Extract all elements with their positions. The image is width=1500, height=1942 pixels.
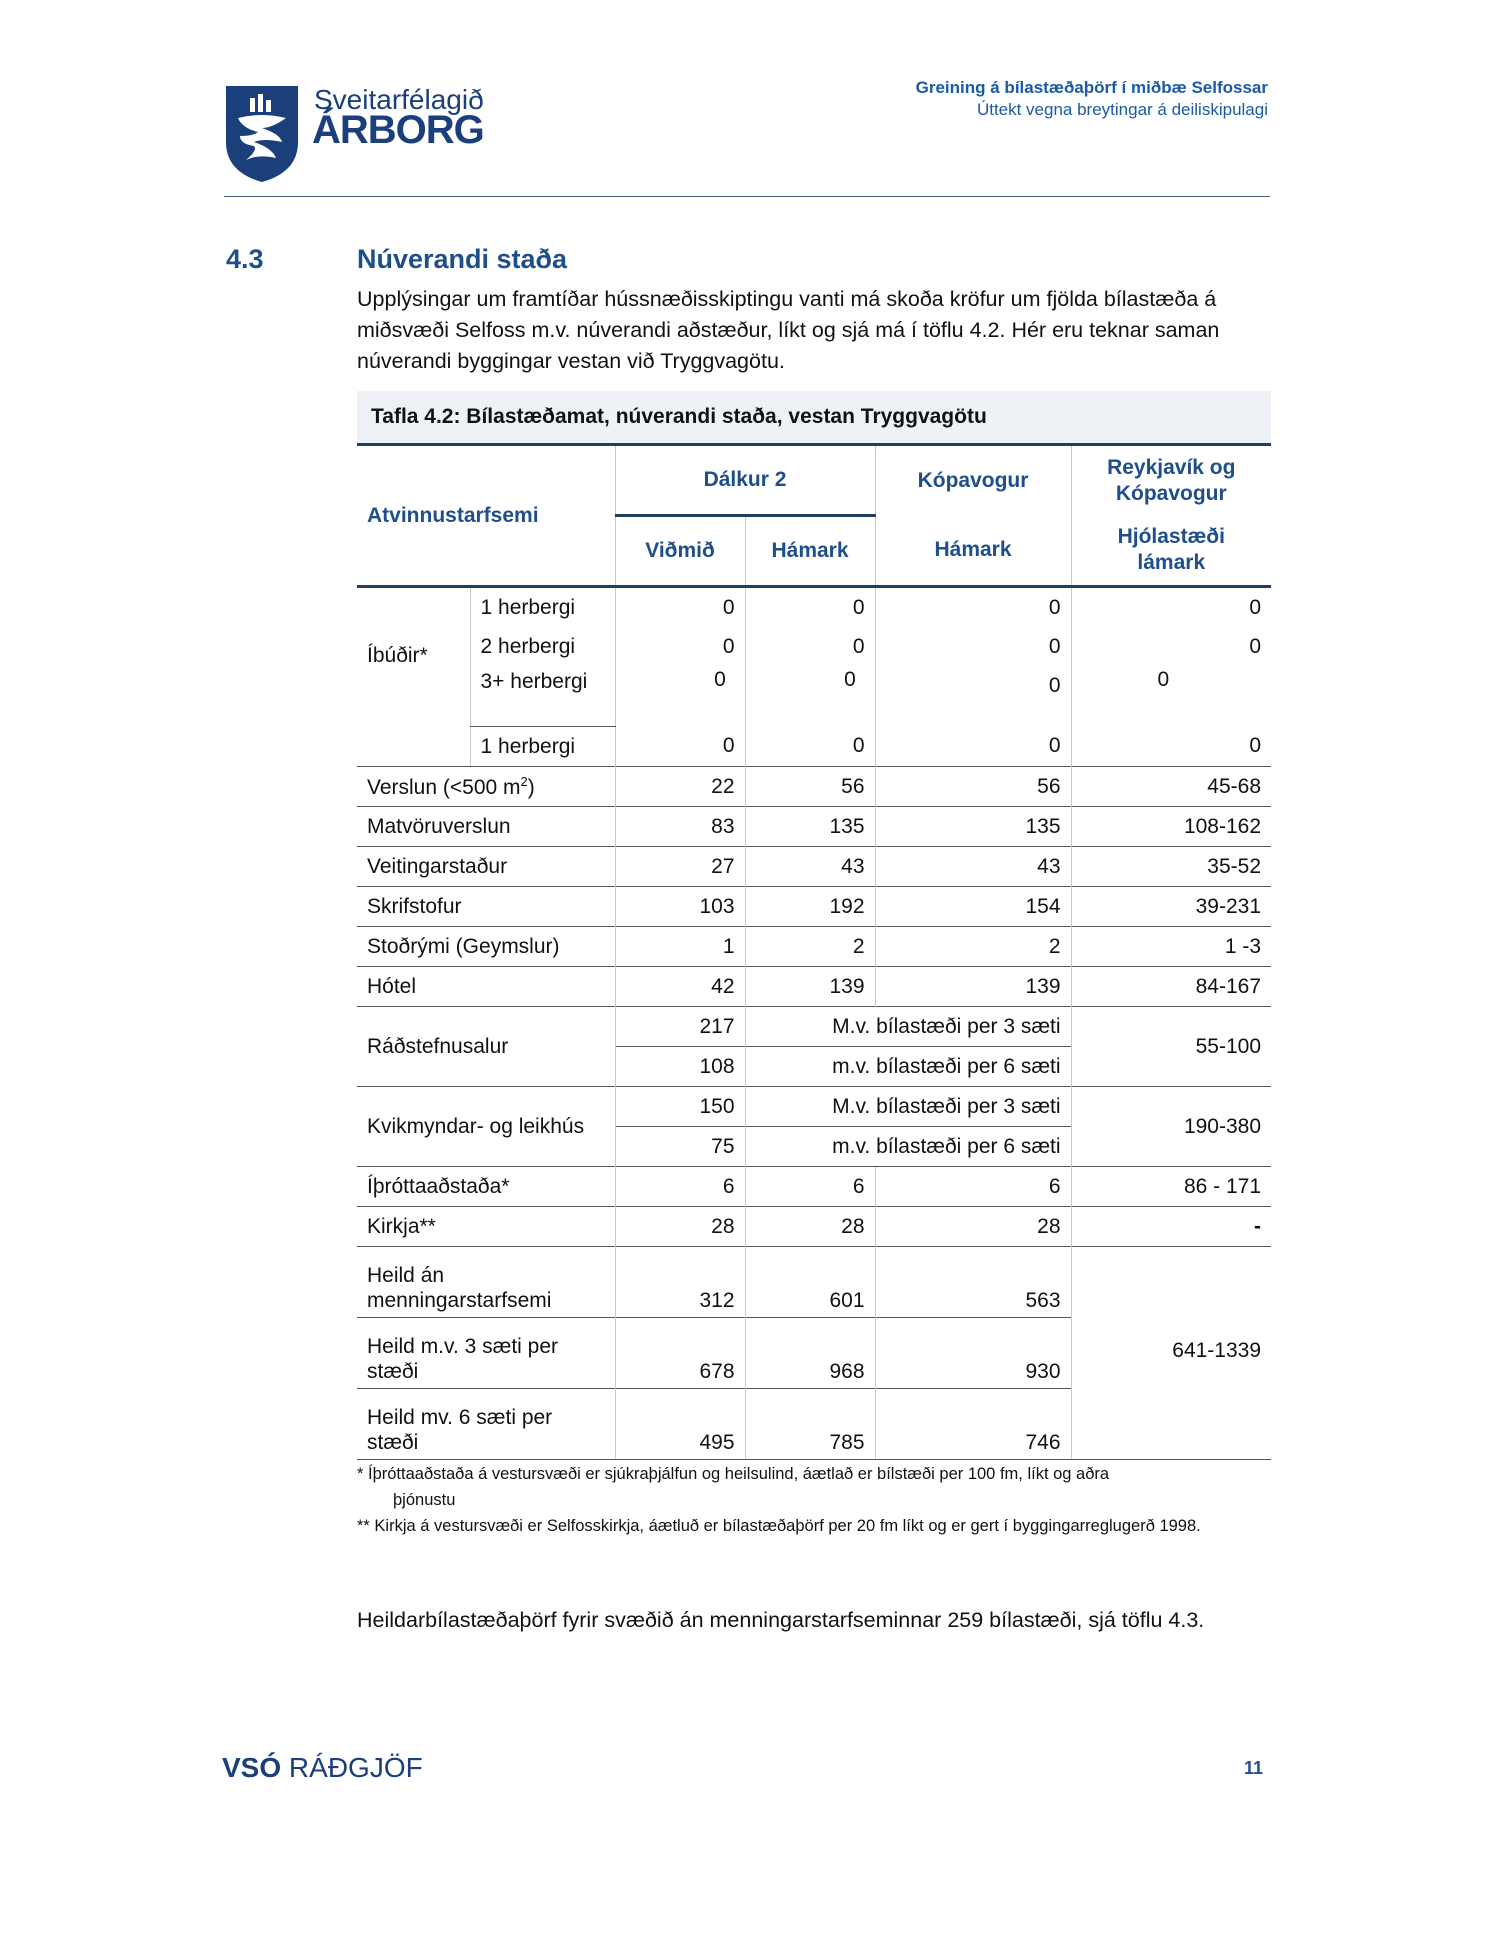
header-hamark-1: Hámark [745, 516, 875, 587]
cell: 0 [745, 666, 875, 727]
cell: 190-380 [1071, 1087, 1271, 1167]
document-title: Greining á bílastæðaþörf í miðbæ Selfossar [915, 78, 1268, 97]
cell: 0 [615, 627, 745, 666]
table-row [357, 666, 1271, 727]
cell: 0 [875, 587, 1071, 628]
cell: 0 [615, 727, 745, 767]
row-label-ibudir: Íbúðir* [357, 587, 470, 767]
cell: 0 [745, 727, 875, 767]
header-reykjavik: Reykjavík og Kópavogur [1071, 446, 1271, 516]
section-title: Núverandi staða [357, 244, 568, 274]
header-kopavogur: Kópavogur [875, 446, 1071, 516]
cell: 6 [615, 1167, 745, 1207]
cell-note: M.v. bílastæði per 3 sæti [745, 1087, 1071, 1127]
header-hamark-2: Hámark [875, 516, 1071, 587]
row-label-text: Verslun (<500 m [367, 775, 521, 799]
cell: 43 [745, 847, 875, 887]
table-row [357, 587, 1271, 628]
footer-brand-bold: VSÓ [222, 1752, 282, 1783]
cell: 150 [615, 1087, 745, 1127]
cell: 0 [875, 627, 1071, 666]
parking-table [357, 391, 1271, 1460]
cell: 83 [615, 807, 745, 847]
cell: 0 [875, 666, 1071, 727]
cell: 192 [745, 887, 875, 927]
cell: 1 -3 [1071, 927, 1271, 967]
arborg-shield-icon [224, 84, 300, 184]
cell: 563 [875, 1247, 1071, 1318]
cell: 56 [745, 767, 875, 807]
cell: 103 [615, 887, 745, 927]
cell: 930 [875, 1318, 1071, 1389]
row-label: Hótel [357, 967, 615, 1007]
cell: 6 [745, 1167, 875, 1207]
cell: 312 [615, 1247, 745, 1318]
cell: 108 [615, 1047, 745, 1087]
table-row [357, 1087, 1271, 1127]
page-number: 11 [1244, 1758, 1264, 1778]
cell: 2 [875, 927, 1071, 967]
cell: 75 [615, 1127, 745, 1167]
section-number: 4.3 [226, 244, 264, 274]
cell-note: m.v. bílastæði per 6 sæti [745, 1127, 1071, 1167]
cell: 108-162 [1071, 807, 1271, 847]
table-row [357, 767, 1271, 807]
header-vidmid: Viðmið [615, 516, 745, 587]
intro-paragraph: Upplýsingar um framtíðar hússnæðisskiptingu vanti má skoða kröfur um fjölda bílastæða á miðsvæði Selfoss m.v. núverandi aðstæður, líkt og sjá má í töflu 4.2. Hér eru teknar saman núverandi byggingar vestan við Tryggvagötu. [357, 287, 1220, 373]
row-label: Stoðrými (Geymslur) [357, 927, 615, 967]
cell-note: M.v. bílastæði per 3 sæti [745, 1007, 1071, 1047]
cell: 135 [745, 807, 875, 847]
row-sublabel: 3+ herbergi [470, 666, 615, 727]
cell: 28 [745, 1207, 875, 1247]
cell: 55-100 [1071, 1007, 1271, 1087]
footnotes [357, 1462, 1277, 1540]
cell: 27 [615, 847, 745, 887]
cell: 28 [875, 1207, 1071, 1247]
row-label: Skrifstofur [357, 887, 615, 927]
cell: 1 [615, 927, 745, 967]
cell: 154 [875, 887, 1071, 927]
header-activity: Atvinnustarfsemi [357, 446, 615, 587]
table-row [357, 1007, 1271, 1047]
cell: 0 [745, 627, 875, 666]
cell: 0 [1071, 666, 1271, 727]
table-caption: Tafla 4.2: Bílastæðamat, núverandi staða, vestan Tryggvagötu [357, 391, 1271, 446]
row-label: Veitingarstaður [357, 847, 615, 887]
footnote-1-cont: þjónustu [393, 1491, 456, 1509]
table-row [357, 727, 1271, 767]
cell: 86 - 171 [1071, 1167, 1271, 1207]
cell: 39-231 [1071, 887, 1271, 927]
cell: 6 [875, 1167, 1071, 1207]
cell: 0 [875, 727, 1071, 767]
cell: 28 [615, 1207, 745, 1247]
table-row [357, 1167, 1271, 1207]
cell: 0 [615, 587, 745, 628]
row-label: Heild m.v. 3 sæti per stæði [357, 1318, 615, 1389]
table-row [357, 927, 1271, 967]
row-label: Matvöruverslun [357, 807, 615, 847]
org-name-line1: Sveitarfélagið [314, 84, 484, 115]
cell: 84-167 [1071, 967, 1271, 1007]
footnote-1: * Íþróttaaðstaða á vestursvæði er sjúkraþjálfun og heilsulind, áætlað er bílstæði per 100 fm, líkt og aðra [357, 1465, 1110, 1483]
cell: 139 [745, 967, 875, 1007]
cell: 0 [615, 666, 745, 727]
table-row [357, 887, 1271, 927]
table-row [357, 627, 1271, 666]
row-label: Heild án menningarstarfsemi [357, 1247, 615, 1318]
cell: 2 [745, 927, 875, 967]
row-sublabel: 1 herbergi [470, 587, 615, 628]
footer-logo [222, 1752, 423, 1784]
cell: 135 [875, 807, 1071, 847]
cell: 601 [745, 1247, 875, 1318]
cell: 0 [1071, 627, 1271, 666]
table-row [357, 847, 1271, 887]
superscript: 2 [520, 773, 528, 789]
header-hjol: Hjólastæði lámark [1071, 516, 1271, 587]
table-row [357, 967, 1271, 1007]
table-row [357, 1207, 1271, 1247]
cell: 785 [745, 1389, 875, 1460]
cell: 45-68 [1071, 767, 1271, 807]
row-sublabel: 2 herbergi [470, 627, 615, 666]
closing-paragraph: Heildarbílastæðaþörf fyrir svæðið án menningarstarfseminnar 259 bílastæði, sjá töflu 4.3. [357, 1608, 1205, 1632]
header-dalkur: Dálkur 2 [615, 446, 875, 516]
footnote-2: ** Kirkja á vestursvæði er Selfosskirkja, áætluð er bílastæðaþörf per 20 fm líkt og er gert í byggingarreglugerð 1998. [357, 1517, 1201, 1535]
cell: 968 [745, 1318, 875, 1389]
cell: 0 [745, 587, 875, 628]
cell: 495 [615, 1389, 745, 1460]
arborg-logo [224, 84, 524, 184]
org-name-line2: ÁRBORG [312, 108, 484, 152]
cell: 746 [875, 1389, 1071, 1460]
cell: - [1071, 1207, 1271, 1247]
row-label: Kvikmyndar- og leikhús [357, 1087, 615, 1167]
table-row [357, 807, 1271, 847]
cell: 0 [1071, 587, 1271, 628]
row-label [357, 767, 615, 807]
document-subtitle: Úttekt vegna breytingar á deiliskipulagi [976, 100, 1268, 119]
cell: 42 [615, 967, 745, 1007]
document-header [916, 78, 1268, 120]
row-label-end: ) [527, 775, 535, 799]
table-row [357, 1247, 1271, 1318]
cell: 217 [615, 1007, 745, 1047]
cell: 43 [875, 847, 1071, 887]
cell: 0 [1071, 727, 1271, 767]
row-sublabel: 1 herbergi [470, 727, 615, 767]
cell-note: m.v. bílastæði per 6 sæti [745, 1047, 1071, 1087]
cell: 35-52 [1071, 847, 1271, 887]
row-label: Ráðstefnusalur [357, 1007, 615, 1087]
footer-brand-light: RÁÐGJÖF [281, 1752, 423, 1783]
row-label: Íþróttaaðstaða* [357, 1167, 615, 1207]
cell: 56 [875, 767, 1071, 807]
row-label: Heild mv. 6 sæti per stæði [357, 1389, 615, 1460]
cell: 678 [615, 1318, 745, 1389]
cell: 22 [615, 767, 745, 807]
row-label: Kirkja** [357, 1207, 615, 1247]
cell: 641-1339 [1071, 1247, 1271, 1460]
cell: 139 [875, 967, 1071, 1007]
header-divider [224, 196, 1270, 197]
